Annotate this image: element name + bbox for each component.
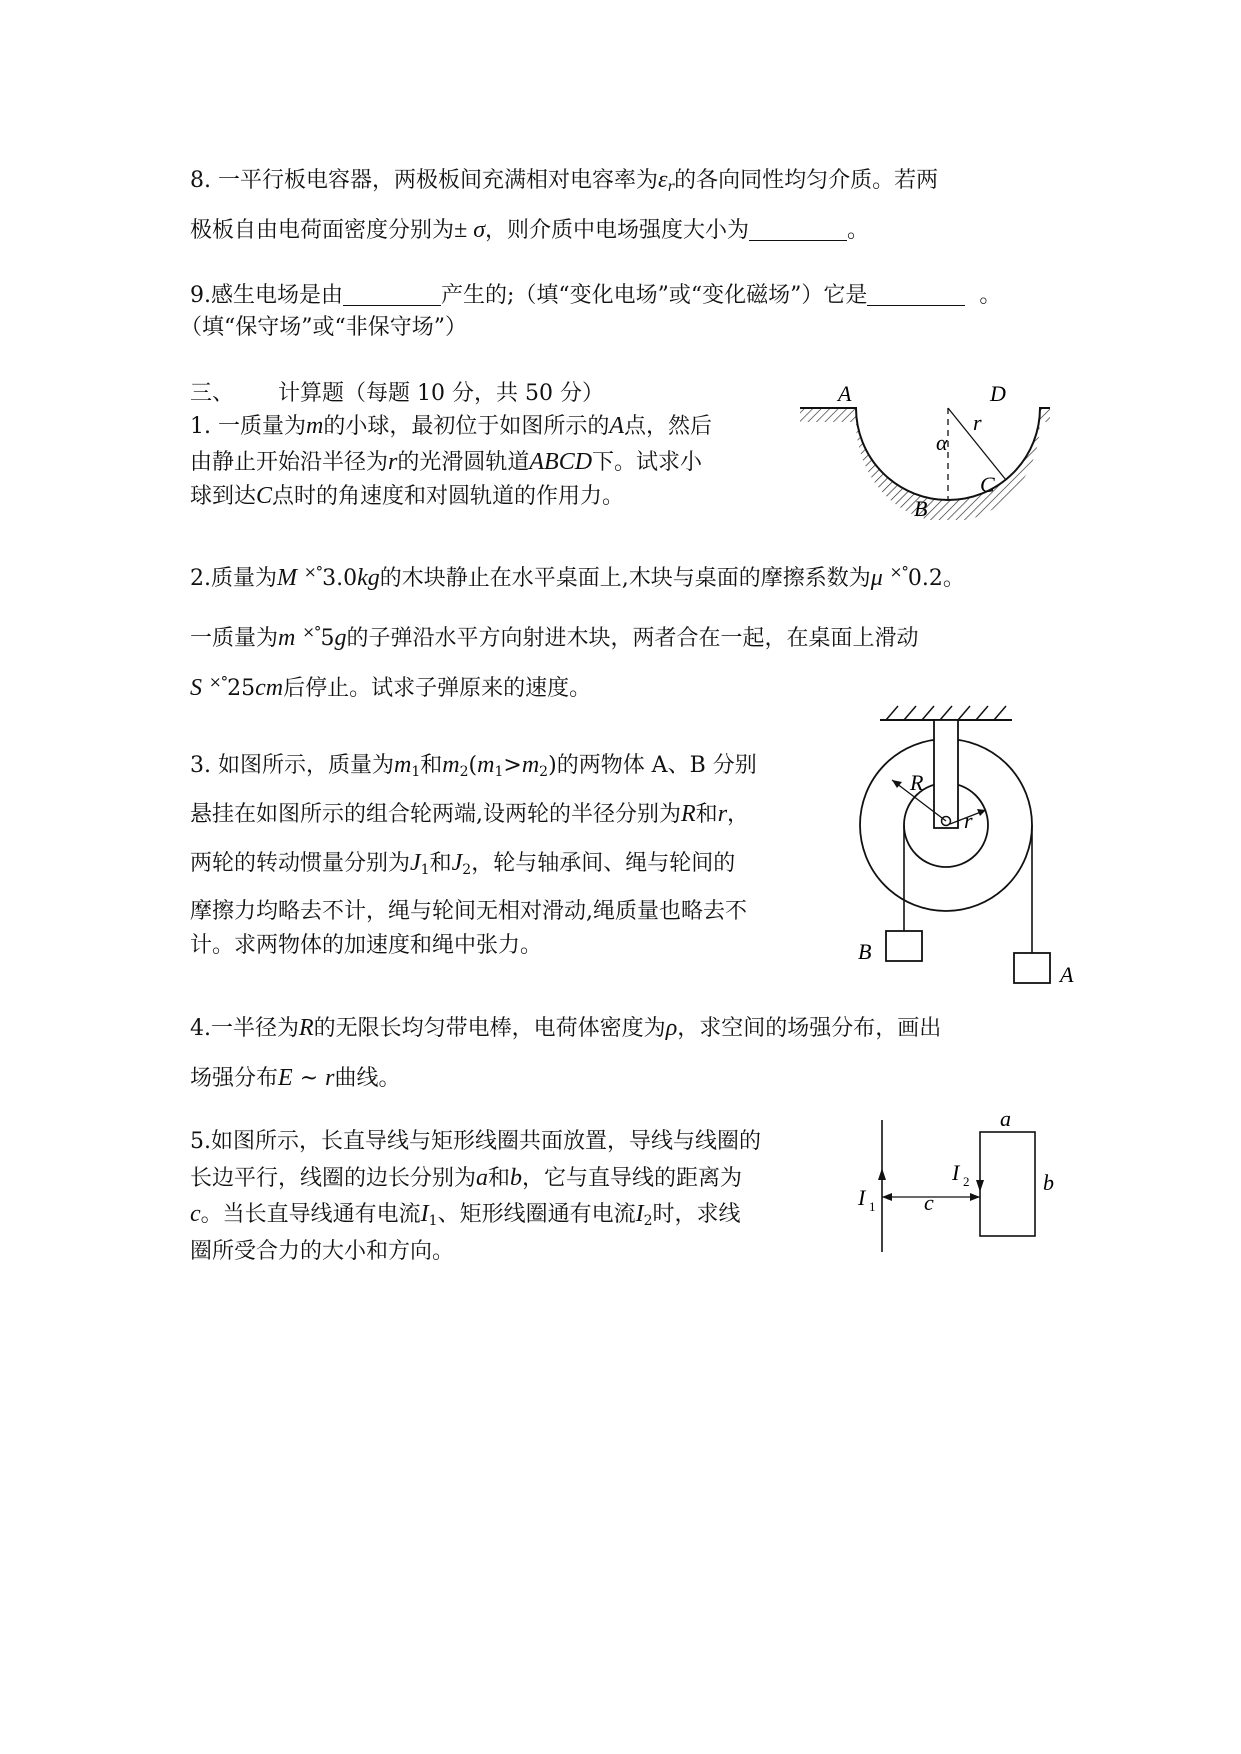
- distance-unit: cm: [255, 675, 284, 701]
- subscript-2: 2: [462, 862, 472, 878]
- subscript-1: 1: [411, 764, 421, 780]
- answer-blank[interactable]: [749, 218, 847, 241]
- math-a: a: [476, 1165, 489, 1191]
- section-title: 计算题（每题 10 分，共 50 分）: [278, 381, 604, 406]
- p3-text: 和: [695, 802, 718, 827]
- q9-text: （填“保守场”或“非保守场”）: [180, 315, 467, 340]
- p5-text: ，它与直导线的距离为: [522, 1166, 743, 1191]
- p2-text: 的木块静止在水平桌面上,木块与桌面的摩擦系数为: [379, 566, 871, 591]
- math-J1: J: [410, 850, 421, 876]
- p3-text: ，轮与轴承间、绳与轮间的: [471, 851, 736, 876]
- p2-text: 。: [942, 566, 965, 591]
- p3-line-4: [190, 898, 747, 926]
- distance-arrow-right: [970, 1193, 980, 1201]
- tilde: ~: [299, 1066, 319, 1091]
- label-B: B: [914, 496, 928, 520]
- p4-line-2: [190, 1064, 400, 1093]
- math-S: S: [190, 675, 202, 701]
- p1-text: 的光滑圆轨道: [397, 450, 530, 475]
- compound-pulley-figure: [850, 700, 1080, 1000]
- q8-text: ，则介质中电场强度大小为: [485, 218, 750, 243]
- p3-text: 悬挂在如图所示的组合轮两端,设两轮的半径分别为: [190, 802, 681, 827]
- q8-line-2: [190, 216, 869, 245]
- subscript-2: 2: [459, 764, 469, 780]
- label-D: D: [990, 381, 1006, 406]
- p2-text: 的子弹沿水平方向射进木块，两者合在一起，在桌面上滑动: [346, 626, 919, 651]
- p5-line-2: [190, 1164, 742, 1193]
- q8-text: 8. 一平行板电容器，两极板间充满相对电容率为: [190, 168, 658, 193]
- label-A: A: [838, 381, 852, 406]
- q9-text: 。: [979, 283, 1002, 308]
- p4-text: ，求空间的场强分布，画出: [677, 1016, 942, 1041]
- p3-text: ，: [727, 802, 750, 827]
- p2-text: 一质量为: [190, 626, 279, 651]
- p5-line-4: [190, 1238, 454, 1266]
- p4-text: 4.一半径为: [190, 1016, 299, 1041]
- math-r: r: [717, 801, 728, 827]
- distance-arrow-left: [882, 1193, 892, 1201]
- label-C: C: [980, 472, 995, 497]
- p4-text: 场强分布: [190, 1066, 279, 1091]
- mass-B: [886, 931, 922, 961]
- q9-line-1: [190, 282, 1001, 310]
- p1-text: 球到达: [190, 484, 257, 509]
- q9-text: 产生的;（填“变化电场”或“变化磁场”）它是: [441, 283, 868, 308]
- p1-line-1: [190, 412, 712, 441]
- label-I1-subscript: 1: [869, 1199, 876, 1214]
- subscript-1: 1: [494, 764, 504, 780]
- section-heading: [190, 380, 604, 408]
- p5-text: 、矩形线圈通有电流: [437, 1202, 636, 1227]
- label-B: B: [858, 939, 872, 964]
- label-A: A: [1060, 962, 1074, 987]
- p1-text: 下。试求小: [592, 450, 703, 475]
- p1-text: 点，然后: [624, 414, 713, 439]
- p1-text: 由静止开始沿半径为: [190, 450, 389, 475]
- p4-text: 的无限长均匀带电棒，电荷体密度为: [313, 1016, 666, 1041]
- label-r: r: [964, 808, 973, 833]
- paren: ): [548, 753, 557, 778]
- bullet-mass-value: 5: [320, 626, 335, 651]
- p5-text: 和: [488, 1166, 511, 1191]
- current-I2-arrow: [976, 1180, 984, 1192]
- p1-text: 1. 一质量为: [190, 414, 306, 439]
- q8-text: 极板自由电荷面密度分别为: [190, 218, 455, 243]
- math-r: r: [325, 1065, 335, 1091]
- greater-than: >: [503, 753, 522, 778]
- p5-text: 。当长直导线通有电流: [200, 1202, 421, 1227]
- p3-text: 摩擦力均略去不计，绳与轮间无相对滑动,绳质量也略去不: [190, 899, 747, 924]
- q9-text: 9.感生电场是由: [190, 283, 343, 308]
- equals-glyph: ×°: [209, 673, 228, 691]
- math-m1: m: [393, 752, 412, 778]
- p4-line-1: [190, 1014, 941, 1043]
- p3-text: 计。求两物体的加速度和绳中张力。: [190, 933, 543, 958]
- p5-text: 时，求线: [652, 1202, 741, 1227]
- math-m2: m: [442, 752, 460, 778]
- label-I2: I: [952, 1160, 960, 1185]
- q8-text: 的各向同性均匀介质。若两: [674, 168, 939, 193]
- p3-text: 的两物体 A、B 分别: [556, 753, 757, 778]
- current-I1-arrow: [878, 1168, 886, 1180]
- p3-text: 3. 如图所示，质量为: [190, 753, 394, 778]
- math-ABCD: ABCD: [529, 449, 593, 475]
- label-a: a: [1000, 1110, 1011, 1131]
- epsilon-subscript: r: [667, 179, 675, 195]
- math-M: M: [277, 565, 297, 591]
- p1-text: 的小球，最初位于如图所示的: [323, 414, 610, 439]
- mass-unit: kg: [357, 565, 380, 591]
- p1-line-2: [190, 448, 702, 477]
- math-r: r: [388, 449, 398, 475]
- math-c: c: [190, 1201, 201, 1227]
- math-m: m: [305, 413, 324, 439]
- math-J2: J: [451, 850, 463, 876]
- math-m2: m: [521, 752, 540, 778]
- bullet-mass-unit: g: [334, 625, 347, 651]
- p3-line-2: [190, 800, 749, 829]
- p5-text: 长边平行，线圈的边长分别为: [190, 1166, 477, 1191]
- ceiling-hatch: [886, 706, 1006, 720]
- p3-line-1: [190, 751, 757, 786]
- p5-text: 圈所受合力的大小和方向。: [190, 1239, 455, 1264]
- p5-line-1: [190, 1128, 761, 1156]
- math-R: R: [681, 801, 696, 827]
- equals-glyph: ×°: [302, 623, 321, 641]
- p2-line-3: [190, 668, 591, 703]
- p2-text: 后停止。试求子弹原来的速度。: [283, 676, 592, 701]
- math-b: b: [510, 1165, 523, 1191]
- p5-line-3: [190, 1200, 741, 1235]
- subscript-1: 1: [420, 862, 430, 878]
- p3-line-5: [190, 932, 542, 960]
- p1-line-3: [190, 482, 624, 511]
- equals-glyph: ×°: [889, 563, 908, 581]
- equals-glyph: ×°: [304, 563, 323, 581]
- q8-text: 。: [847, 218, 870, 243]
- math-C: C: [256, 483, 273, 509]
- math-m1: m: [477, 752, 495, 778]
- paren: (: [468, 753, 478, 778]
- subscript-1: 1: [428, 1213, 438, 1229]
- label-R: R: [910, 770, 924, 795]
- p2-text: 2.质量为: [190, 566, 277, 591]
- label-alpha: α: [936, 430, 948, 455]
- section-number: 三、: [190, 381, 235, 406]
- math-R: R: [299, 1015, 314, 1041]
- answer-blank[interactable]: [867, 283, 965, 306]
- answer-blank[interactable]: [343, 283, 441, 306]
- distance-value: 25: [227, 676, 256, 701]
- subscript-2: 2: [643, 1213, 653, 1229]
- support-bracket: [934, 720, 958, 828]
- math-m: m: [278, 625, 296, 651]
- sigma-symbol: ± σ: [454, 217, 486, 243]
- p5-text: 5.如图所示，长直导线与矩形线圈共面放置，导线与线圈的: [190, 1129, 761, 1154]
- math-A: A: [609, 413, 625, 439]
- p4-text: 曲线。: [334, 1066, 401, 1091]
- math-mu: μ: [870, 565, 883, 591]
- subscript-2: 2: [539, 764, 549, 780]
- math-rho: ρ: [665, 1015, 678, 1041]
- p1-text: 点时的角速度和对圆轨道的作用力。: [272, 484, 625, 509]
- wire-loop-figure: [850, 1110, 1070, 1260]
- circular-track-figure: [790, 380, 1070, 520]
- p3-text: 和: [420, 753, 443, 778]
- p2-line-1: [190, 558, 965, 593]
- p3-line-3: [190, 849, 735, 884]
- label-b: b: [1043, 1170, 1054, 1195]
- math-I2: I: [635, 1201, 644, 1227]
- p3-text: 和: [429, 851, 452, 876]
- rect-loop: [980, 1132, 1035, 1236]
- math-I1: I: [420, 1201, 429, 1227]
- label-r: r: [973, 410, 982, 435]
- q8-line-1: [190, 166, 938, 201]
- p2-line-2: [190, 618, 918, 653]
- label-I2-subscript: 2: [963, 1174, 970, 1189]
- q9-line-2: [180, 314, 467, 342]
- mass-A: [1014, 953, 1050, 983]
- label-I1: I: [858, 1185, 866, 1210]
- math-E: E: [278, 1065, 293, 1091]
- mu-value: 0.2: [907, 566, 943, 591]
- label-c: c: [924, 1190, 934, 1215]
- mass-value: 3.0: [322, 566, 358, 591]
- p3-text: 两轮的转动惯量分别为: [190, 851, 411, 876]
- epsilon-symbol: ε: [658, 167, 668, 193]
